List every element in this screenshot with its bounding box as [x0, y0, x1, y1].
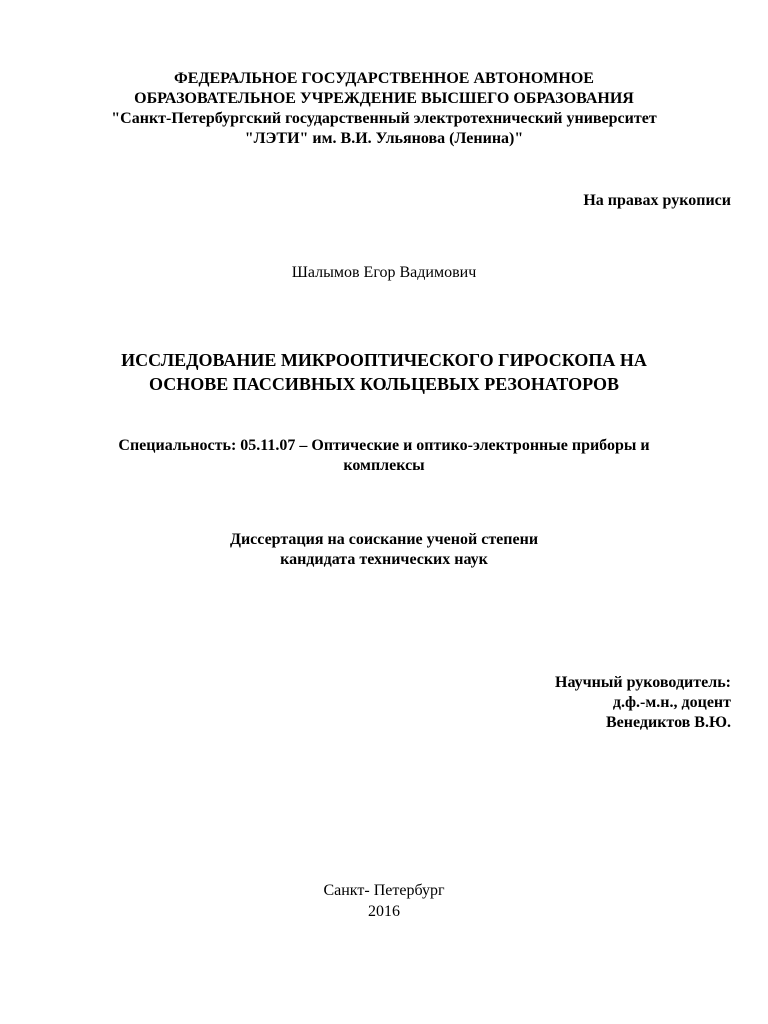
- organization-header: [0, 69, 768, 149]
- degree-line: Диссертация на соискание ученой степени: [229, 531, 539, 548]
- supervisor-name: Венедиктов В.Ю.: [606, 714, 731, 731]
- degree-line: кандидата технических наук: [280, 551, 488, 568]
- footer-year: 2016: [368, 903, 400, 920]
- rights-note: На правах рукописи: [583, 192, 731, 209]
- title-line: ОСНОВЕ ПАССИВНЫХ КОЛЬЦЕВЫХ РЕЗОНАТОРОВ: [148, 374, 620, 394]
- organization-line: ФЕДЕРАЛЬНОЕ ГОСУДАРСТВЕННОЕ АВТОНОМНОЕ: [174, 70, 594, 87]
- author-name: Шалымов Егор Вадимович: [291, 264, 477, 281]
- footer: [0, 880, 768, 922]
- specialty-line: комплексы: [343, 457, 425, 474]
- specialty: [0, 436, 768, 476]
- title-line: ИССЛЕДОВАНИЕ МИКРООПТИЧЕСКОГО ГИРОСКОПА НА: [121, 350, 647, 370]
- supervisor-block: [555, 673, 731, 733]
- supervisor-label: Научный руководитель:: [555, 674, 731, 691]
- degree-statement: [0, 530, 768, 570]
- footer-city: Санкт- Петербург: [323, 882, 445, 899]
- organization-line: "ЛЭТИ" им. В.И. Ульянова (Ленина)": [244, 130, 524, 147]
- organization-line: "Санкт-Петербургский государственный электротехнический университет: [111, 110, 657, 127]
- dissertation-title: [0, 348, 768, 396]
- specialty-line: Специальность: 05.11.07 – Оптические и оптико-электронные приборы и: [118, 437, 650, 454]
- supervisor-rank: д.ф.-м.н., доцент: [612, 694, 731, 711]
- organization-line: ОБРАЗОВАТЕЛЬНОЕ УЧРЕЖДЕНИЕ ВЫСШЕГО ОБРАЗОВАНИЯ: [134, 90, 634, 107]
